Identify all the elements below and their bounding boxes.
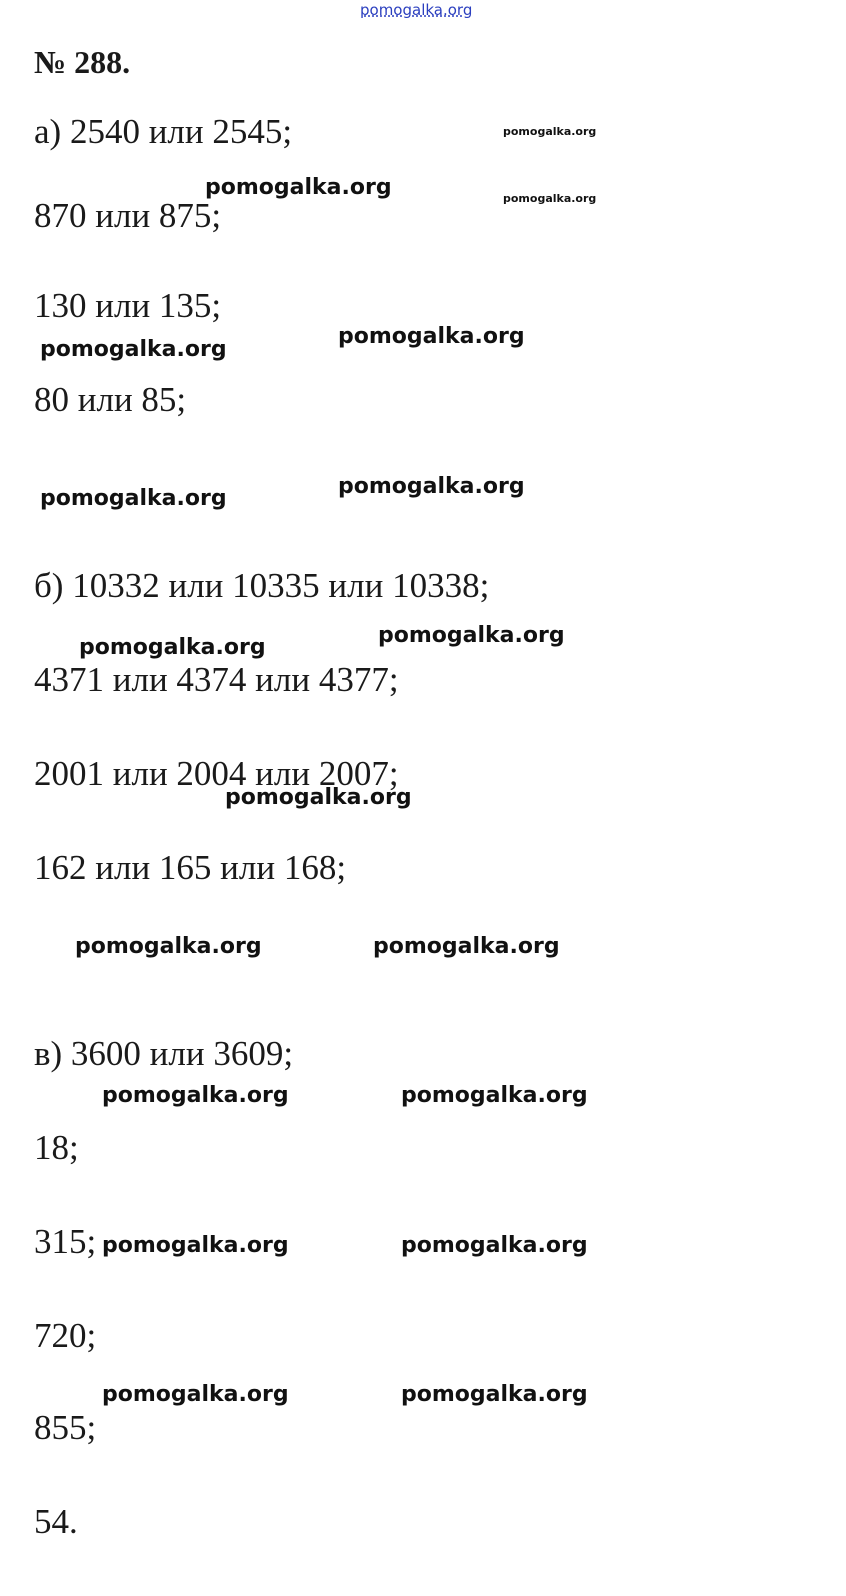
watermark: pomogalka.org <box>401 1083 588 1108</box>
answer-line: в) 3600 или 3609; <box>34 1034 294 1073</box>
problem-number: № 288. <box>34 44 131 80</box>
watermark: pomogalka.org <box>102 1233 289 1258</box>
answer-line: 4371 или 4374 или 4377; <box>34 660 399 699</box>
watermark: pomogalka.org <box>102 1382 289 1407</box>
watermark: pomogalka.org <box>79 635 266 660</box>
answer-line: 130 или 135; <box>34 286 222 325</box>
answer-line: а) 2540 или 2545; <box>34 112 293 151</box>
watermark: pomogalka.org <box>503 125 597 138</box>
watermark: pomogalka.org <box>102 1083 289 1108</box>
answer-line: 54. <box>34 1502 78 1541</box>
watermark: pomogalka.org <box>40 337 227 362</box>
watermark: pomogalka.org <box>378 623 565 648</box>
answer-line: 855; <box>34 1408 97 1447</box>
answer-line: 80 или 85; <box>34 380 187 419</box>
answer-line: 18; <box>34 1128 79 1167</box>
answer-line: б) 10332 или 10335 или 10338; <box>34 566 490 605</box>
watermark: pomogalka.org <box>373 934 560 959</box>
answer-line: 2001 или 2004 или 2007; <box>34 754 399 793</box>
watermark: pomogalka.org <box>338 474 525 499</box>
watermark: pomogalka.org <box>40 486 227 511</box>
watermark: pomogalka.org <box>225 785 412 810</box>
watermark: pomogalka.org <box>401 1233 588 1258</box>
watermark: pomogalka.org <box>338 324 525 349</box>
answer-line: 162 или 165 или 168; <box>34 848 347 887</box>
watermark: pomogalka.org <box>75 934 262 959</box>
answer-line: 870 или 875; <box>34 196 222 235</box>
watermark: pomogalka.org <box>503 192 597 205</box>
header-watermark: pomogalka.org <box>360 1 473 19</box>
watermark: pomogalka.org <box>205 175 392 200</box>
watermark: pomogalka.org <box>401 1382 588 1407</box>
answer-line: 720; <box>34 1316 97 1355</box>
answer-line: 315; <box>34 1222 97 1261</box>
